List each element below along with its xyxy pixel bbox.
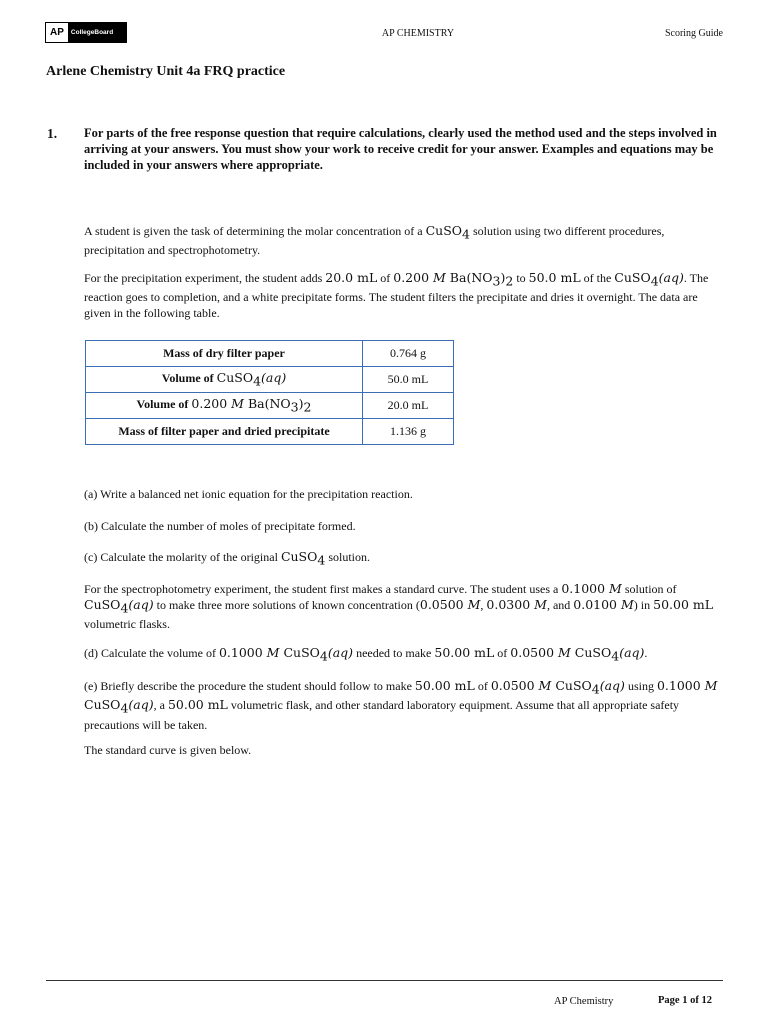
formula-cuso4: CuSO	[425, 223, 463, 238]
text-span: solution using two different procedures, precipitation and spectrophotometry.	[84, 224, 665, 258]
text-span: ,	[480, 598, 487, 612]
text-span: .	[644, 646, 648, 660]
subscript: 3	[290, 399, 299, 415]
state-aq: (aq)	[128, 697, 154, 713]
table-cell-label	[86, 367, 363, 393]
concentration-value: 0.1000	[218, 645, 267, 660]
formula-cuso4: CuSO	[84, 597, 121, 612]
part-e	[84, 678, 724, 733]
text-span: of the	[580, 271, 615, 285]
footer-divider	[46, 980, 723, 981]
subscript: 4	[120, 600, 129, 616]
molar-symbol: M	[620, 597, 634, 612]
table-cell-value: 50.0 mL	[363, 367, 454, 393]
subscript: 4	[253, 373, 262, 389]
concentration-value: 0.200	[191, 396, 232, 412]
text-span: ) in	[633, 598, 654, 612]
text-span: , a	[153, 698, 168, 713]
logo-collegeboard-text: CollegeBoard	[68, 23, 126, 42]
text-span: For the precipitation experiment, the student adds	[84, 271, 326, 285]
subscript: 4	[611, 648, 620, 664]
logo-ap-text: AP	[46, 23, 68, 42]
document-title: Arlene Chemistry Unit 4a FRQ practice	[46, 64, 286, 79]
volume-value: 50.0 mL	[528, 270, 581, 285]
part-a: (a) Write a balanced net ionic equation for the precipitation reaction.	[84, 487, 413, 501]
paren: )	[298, 396, 304, 412]
text-span: using	[624, 679, 657, 693]
formula-cuso4: CuSO	[614, 270, 651, 285]
table-cell-value: 0.764 g	[363, 341, 454, 367]
part-c	[84, 549, 724, 568]
formula-bano3: Ba(NO	[445, 270, 493, 285]
text-span: A student is given the task of determining the molar concentration of a	[84, 224, 426, 238]
data-table	[85, 340, 454, 445]
part-b: (b) Calculate the number of moles of precipitate formed.	[84, 519, 356, 533]
volume-value: 50.00 mL	[414, 678, 475, 693]
text-span: of	[377, 271, 394, 285]
header-center-title: AP CHEMISTRY	[381, 28, 455, 39]
formula-cuso4: CuSO	[570, 645, 612, 660]
table-row	[86, 367, 454, 393]
formula-cuso4: CuSO	[216, 370, 254, 386]
subscript: 2	[505, 273, 514, 289]
state-aq: (aq)	[619, 645, 645, 660]
table-row	[86, 341, 454, 367]
molar-symbol: M	[467, 597, 481, 612]
table-cell-value: 20.0 mL	[363, 393, 454, 419]
molar-symbol: M	[534, 597, 547, 612]
state-aq: (aq)	[327, 645, 354, 660]
text-span: volumetric flasks.	[84, 617, 170, 632]
concentration-value: 0.0500	[510, 645, 559, 660]
question-instructions: For parts of the free response question that require calculations, clearly used the method used and the steps involved in arriving at your answers. You must show your work to receive credit for your answer. Examples and equations may be included in your answers where appropriate.	[84, 126, 717, 172]
header-right-title: Scoring Guide	[664, 28, 723, 39]
subscript: 4	[317, 552, 326, 568]
table-cell-label: Mass of dry filter paper	[86, 341, 363, 367]
paren: )	[500, 270, 506, 285]
subscript: 4	[462, 226, 470, 242]
formula-cuso4: CuSO	[551, 678, 592, 693]
text-span: of	[474, 679, 491, 693]
volume-value: 50.00 mL	[434, 645, 495, 660]
concentration-value: 0.0500	[419, 597, 468, 612]
footer-page-number: Page 1 of 12	[658, 995, 712, 1006]
molar-symbol: M	[558, 645, 571, 660]
state-aq: (aq)	[261, 370, 287, 386]
text-span: For the spectrophotometry experiment, the student first makes a standard curve. The student uses a	[84, 582, 562, 596]
part-d	[84, 645, 724, 664]
molar-symbol: M	[266, 645, 280, 660]
intro-paragraph-1	[84, 223, 724, 258]
text-span: (e) Briefly describe the procedure the student should follow to make	[84, 679, 415, 693]
concentration-value: 0.1000	[561, 581, 610, 596]
text-span: needed to make	[353, 646, 435, 660]
formula-bano3: Ba(NO	[243, 396, 291, 412]
text-span: solution.	[325, 550, 370, 564]
table-row	[86, 393, 454, 419]
footer-course: AP Chemistry	[554, 996, 614, 1007]
formula-cuso4: CuSO	[280, 549, 318, 564]
text-span: (d) Calculate the volume of	[84, 646, 219, 660]
subscript: 4	[319, 648, 328, 664]
table-cell-label	[86, 393, 363, 419]
text-span: volumetric flask, and other standard laboratory equipment. Assume that all appropriate safety precautions will be taken.	[84, 698, 680, 732]
subscript: 2	[303, 399, 312, 415]
volume-value: 20.0 mL	[325, 270, 378, 285]
concentration-value: 0.0100	[573, 597, 621, 612]
state-aq: (aq)	[128, 597, 154, 612]
text-span: (c) Calculate the molarity of the original	[84, 550, 281, 564]
concentration-value: 0.200	[393, 270, 434, 285]
concentration-value: 0.1000	[656, 678, 705, 693]
text-span: to make three more solutions of known concentration (	[153, 598, 420, 612]
state-aq: (aq)	[658, 270, 684, 285]
concentration-value: 0.0500	[490, 678, 539, 693]
text-span: . The reaction goes to completion, and a white precipitate forms. The student filters the precipitate and dries it overnight. The data are given in the following table.	[84, 271, 709, 321]
spectro-paragraph	[84, 581, 724, 632]
molar-symbol: M	[433, 270, 446, 285]
molar-symbol: M	[609, 581, 622, 596]
question-number: 1.	[47, 126, 58, 141]
text-span: Volume of	[136, 397, 192, 412]
subscript: 4	[591, 681, 600, 697]
intro-paragraph-2	[84, 270, 724, 321]
table-cell-label: Mass of filter paper and dried precipitate	[86, 419, 363, 445]
concentration-value: 0.0300	[486, 597, 535, 612]
table-row	[86, 419, 454, 445]
state-aq: (aq)	[599, 678, 625, 693]
table-cell-value: 1.136 g	[363, 419, 454, 445]
subscript: 4	[120, 700, 129, 716]
text-span: solution of	[621, 582, 677, 596]
subscript: 3	[492, 273, 501, 289]
formula-cuso4: CuSO	[84, 697, 121, 713]
text-span: to	[513, 271, 529, 285]
text-span: Volume of	[161, 371, 217, 386]
standard-curve-note: The standard curve is given below.	[84, 743, 252, 757]
subscript: 4	[650, 273, 659, 289]
molar-symbol: M	[231, 396, 244, 412]
text-span: of	[494, 646, 511, 660]
volume-value: 50.00 mL	[167, 697, 228, 713]
volume-value: 50.00 mL	[653, 597, 714, 612]
text-span: , and	[546, 598, 574, 612]
formula-cuso4: CuSO	[279, 645, 320, 660]
molar-symbol: M	[538, 678, 552, 693]
molar-symbol: M	[704, 678, 718, 693]
